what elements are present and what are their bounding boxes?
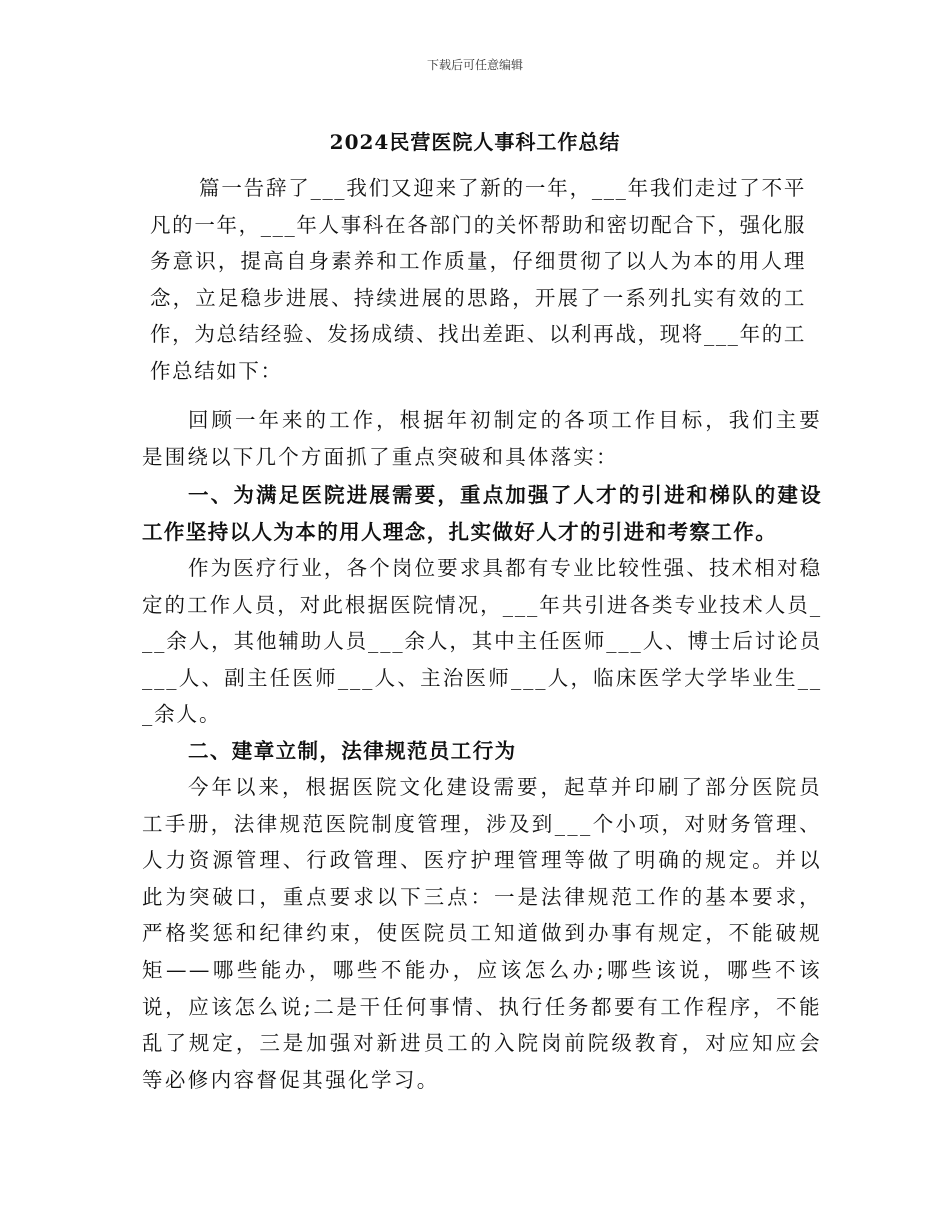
paragraph-review: 回顾一年来的工作，根据年初制定的各项工作目标，我们主要是围绕以下几个方面抓了重点突破和具体落实： (142, 408, 822, 469)
paragraph-intro: 篇一告辞了___我们又迎来了新的一年，___年我们走过了不平凡的一年，___年人事科在各部门的关怀帮助和密切配合下，强化服务意识，提高自身素养和工作质量，仔细贯彻了以人为本的用人理念，立足稳步进展、持续进展的思路，开展了一系列扎实有效的工作，为总结经验、发扬成绩、找出差距、以利再战，现将___年的工作总结如下： (150, 176, 806, 383)
section-heading-1: 一、为满足医院进展需要，重点加强了人才的引进和梯队的建设工作坚持以人为本的用人理念，扎实做好人才的引进和考察工作。 (142, 483, 822, 544)
paragraph-talent: 作为医疗行业，各个岗位要求具都有专业比较性强、技术相对稳定的工作人员，对此根据医院情况，___年共引进各类专业技术人员___余人，其他辅助人员___余人，其中主任医师___人、博士后讨论员___人、副主任医师___人、主治医师___人，临床医学大学毕业生___余人。 (142, 556, 822, 727)
paragraph-regulations: 今年以来，根据医院文化建设需要，起草并印刷了部分医院员工手册，法律规范医院制度管理，涉及到___个小项，对财务管理、人力资源管理、行政管理、医疗护理管理等做了明确的规定。并以此为突破口，重点要求以下三点：一是法律规范工作的基本要求，严格奖惩和纪律约束，使医院员工知道做到办事有规定，不能破规矩——哪些能办，哪些不能办，应该怎么办;哪些该说，哪些不该说，应该怎么说;二是干任何事情、执行任务都要有工作程序，不能乱了规定，三是加强对新进员工的入院岗前院级教育，对应知应会等必修内容督促其强化学习。 (142, 775, 822, 1092)
section-heading-2: 二、建章立制，法律规范员工行为 (188, 739, 517, 763)
page-header: 下载后可任意编辑 (426, 58, 523, 72)
document-title: 2024民营医院人事科工作总结 (329, 130, 621, 154)
